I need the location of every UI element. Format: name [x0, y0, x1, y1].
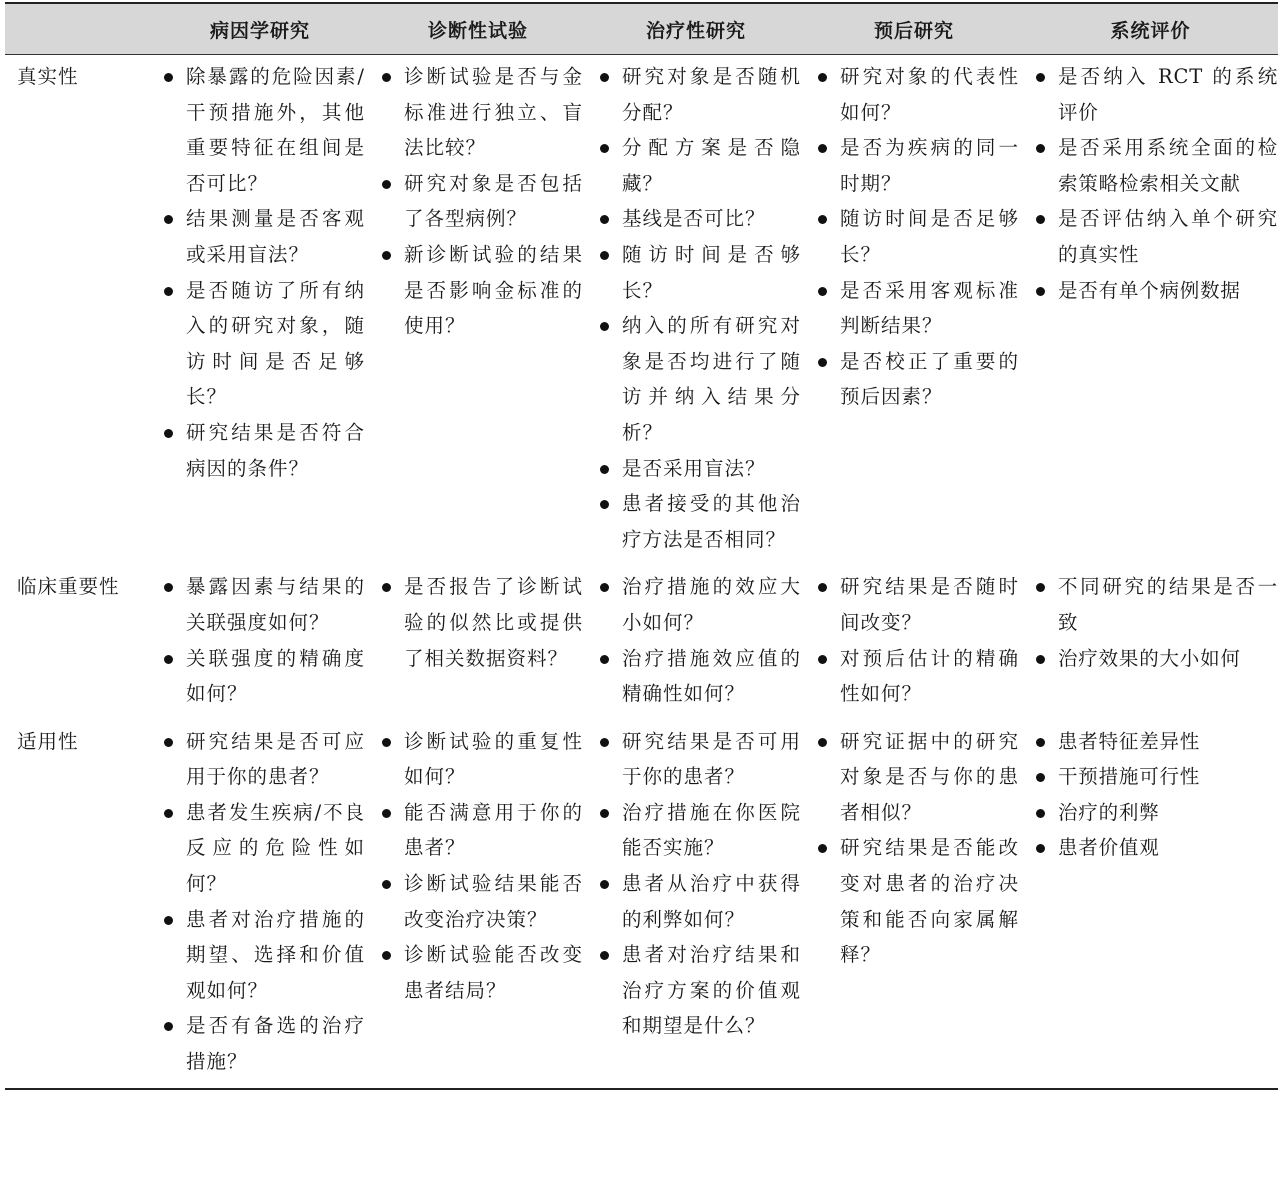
criteria-list: [151, 724, 369, 1080]
list-item-text: 除暴露的危险因素/干预措施外，其他重要特征在组间是否可比？: [186, 65, 365, 195]
list-item: [805, 273, 1023, 344]
list-item: [805, 641, 1023, 712]
bullet-icon: [600, 322, 609, 331]
list-item-text: 新诊断试验的结果是否影响金标准的使用？: [404, 242, 583, 338]
cell-prognosis: [805, 55, 1023, 566]
list-item-text: 研究结果是否可应用于你的患者？: [186, 729, 365, 789]
list-item: [1023, 830, 1278, 866]
bullet-icon: [382, 951, 391, 960]
list-item-text: 患者接受的其他治疗方法是否相同？: [622, 492, 801, 551]
list-item: [805, 569, 1023, 640]
bullet-icon: [818, 358, 827, 367]
list-item: [587, 641, 805, 712]
list-item: [587, 795, 805, 866]
cell-etiology: [151, 55, 369, 566]
list-item-text: 是否评估纳入单个研究的真实性: [1058, 207, 1278, 266]
bullet-icon: [164, 429, 173, 438]
bullet-icon: [818, 215, 827, 224]
list-item: [151, 1008, 369, 1079]
bullet-icon: [1036, 773, 1045, 782]
list-item: [587, 201, 805, 237]
criteria-list: [1023, 59, 1278, 308]
cell-therapy: [587, 55, 805, 566]
list-item: [369, 59, 587, 166]
bullet-icon: [164, 809, 173, 818]
bullet-icon: [164, 916, 173, 925]
criteria-list: [1023, 724, 1278, 866]
list-item: [369, 866, 587, 937]
list-item: [1023, 59, 1278, 130]
list-item-text: 患者对治疗结果和治疗方案的价值观和期望是什么？: [622, 943, 801, 1038]
criteria-list: [369, 569, 587, 676]
list-item-text: 患者价值观: [1058, 836, 1160, 860]
table-row-clinical-importance: [5, 565, 1278, 719]
bullet-icon: [1036, 215, 1045, 224]
list-item-text: 纳入的所有研究对象是否均进行了随访并纳入结果分析？: [622, 314, 801, 444]
bullet-icon: [164, 287, 173, 296]
list-item-text: 诊断试验的重复性如何？: [404, 729, 583, 789]
list-item-text: 分配方案是否隐藏？: [622, 136, 801, 195]
bullet-icon: [164, 655, 173, 664]
cell-systematic-review: [1023, 565, 1278, 719]
bullet-icon: [600, 655, 609, 664]
list-item: [805, 130, 1023, 201]
list-item-text: 研究结果是否能改变对患者的治疗决策和能否向家属解释？: [840, 836, 1019, 967]
list-item: [587, 130, 805, 201]
list-item: [1023, 201, 1278, 272]
bullet-icon: [382, 583, 391, 592]
list-item: [1023, 273, 1278, 309]
list-item-text: 患者发生疾病/不良反应的危险性如何？: [186, 800, 365, 896]
list-item: [1023, 569, 1278, 640]
list-item-text: 基线是否可比？: [622, 207, 766, 231]
list-item-text: 对预后估计的精确性如何？: [840, 646, 1019, 706]
cell-etiology: [151, 720, 369, 1089]
list-item-text: 是否采用系统全面的检索策略检索相关文献: [1058, 136, 1278, 195]
bullet-icon: [1036, 809, 1045, 818]
list-item-text: 暴露因素与结果的关联强度如何？: [186, 575, 365, 634]
list-item-text: 治疗效果的大小如何: [1058, 646, 1241, 670]
bullet-icon: [164, 215, 173, 224]
list-item-text: 研究结果是否可用于你的患者？: [622, 729, 801, 789]
list-item-text: 诊断试验是否与金标准进行独立、盲法比较？: [404, 65, 583, 160]
list-item: [369, 724, 587, 795]
table-row-validity: [5, 55, 1278, 566]
cell-therapy: [587, 720, 805, 1089]
list-item-text: 是否为疾病的同一时期？: [840, 136, 1019, 195]
list-item: [369, 795, 587, 866]
list-item: [369, 937, 587, 1008]
list-item-text: 随访时间是否够长？: [622, 242, 801, 302]
list-item-text: 是否报告了诊断试验的似然比或提供了相关数据资料？: [404, 575, 583, 670]
cell-therapy: [587, 565, 805, 719]
bullet-icon: [818, 583, 827, 592]
list-item-text: 是否采用客观标准判断结果？: [840, 278, 1019, 338]
list-item: [151, 569, 369, 640]
header-corner: [5, 3, 151, 55]
cell-diagnostic-test: [369, 565, 587, 719]
bullet-icon: [600, 465, 609, 474]
list-item-text: 随访时间是否足够长？: [840, 207, 1019, 266]
evidence-appraisal-table-container: [5, 2, 1278, 1090]
cell-prognosis: [805, 565, 1023, 719]
list-item-text: 研究对象是否随机分配？: [622, 65, 801, 124]
list-item: [1023, 795, 1278, 831]
list-item: [587, 724, 805, 795]
criteria-list: [805, 724, 1023, 973]
bullet-icon: [382, 738, 391, 747]
list-item: [587, 569, 805, 640]
list-item-text: 干预措施可行性: [1058, 765, 1201, 789]
bullet-icon: [600, 500, 609, 509]
bullet-icon: [164, 1022, 173, 1031]
list-item-text: 是否纳入 RCT 的系统评价: [1058, 65, 1278, 124]
list-item: [151, 641, 369, 712]
criteria-list: [805, 59, 1023, 415]
list-item-text: 是否校正了重要的预后因素？: [840, 349, 1019, 409]
header-therapy: 治疗性研究: [645, 19, 746, 42]
bullet-icon: [600, 880, 609, 889]
list-item-text: 研究对象的代表性如何？: [840, 65, 1019, 124]
list-item: [587, 59, 805, 130]
list-item-text: 能否满意用于你的患者？: [404, 800, 583, 860]
list-item: [151, 273, 369, 415]
row-label: 适用性: [17, 729, 79, 753]
bullet-icon: [818, 844, 827, 853]
list-item: [587, 237, 805, 308]
list-item-text: 诊断试验能否改变患者结局？: [404, 943, 583, 1002]
bullet-icon: [600, 73, 609, 82]
header-prognosis: 预后研究: [873, 19, 954, 42]
criteria-list: [151, 59, 369, 486]
criteria-list: [1023, 569, 1278, 676]
bullet-icon: [600, 809, 609, 818]
bullet-icon: [600, 251, 609, 260]
list-item-text: 治疗措施效应值的精确性如何？: [622, 646, 801, 706]
header-etiology: 病因学研究: [209, 19, 310, 42]
header-systematic-review: 系统评价: [1110, 19, 1191, 42]
bullet-icon: [382, 809, 391, 818]
bullet-icon: [164, 738, 173, 747]
bullet-icon: [600, 583, 609, 592]
list-item: [151, 902, 369, 1009]
cell-prognosis: [805, 720, 1023, 1089]
bullet-icon: [1036, 583, 1045, 592]
bullet-icon: [600, 738, 609, 747]
list-item-text: 治疗措施的效应大小如何？: [622, 575, 801, 634]
list-item: [587, 486, 805, 557]
list-item-text: 是否采用盲法？: [622, 456, 766, 480]
list-item: [369, 166, 587, 237]
list-item: [151, 59, 369, 201]
list-item-text: 不同研究的结果是否一致: [1058, 575, 1278, 634]
list-item: [369, 237, 587, 344]
list-item-text: 治疗措施在你医院能否实施？: [622, 800, 801, 860]
list-item-text: 是否有备选的治疗措施？: [186, 1014, 365, 1074]
bullet-icon: [818, 655, 827, 664]
cell-diagnostic-test: [369, 55, 587, 566]
list-item: [151, 724, 369, 795]
bullet-icon: [164, 583, 173, 592]
table-body: [5, 55, 1278, 1089]
bullet-icon: [600, 215, 609, 224]
list-item: [587, 866, 805, 937]
bullet-icon: [1036, 844, 1045, 853]
list-item-text: 诊断试验结果能否改变治疗决策？: [404, 872, 583, 931]
header-row: [5, 3, 1278, 55]
list-item-text: 研究对象是否包括了各型病例？: [404, 171, 583, 231]
bullet-icon: [1036, 287, 1045, 296]
list-item: [587, 937, 805, 1044]
bullet-icon: [818, 287, 827, 296]
criteria-list: [587, 59, 805, 557]
bullet-icon: [382, 180, 391, 189]
cell-systematic-review: [1023, 720, 1278, 1089]
list-item: [151, 795, 369, 902]
criteria-list: [369, 59, 587, 344]
row-label: 临床重要性: [17, 575, 120, 599]
list-item: [1023, 130, 1278, 201]
list-item-text: 研究证据中的研究对象是否与你的患者相似？: [840, 729, 1019, 824]
criteria-list: [587, 724, 805, 1044]
header-diagnostic-test: 诊断性试验: [427, 19, 528, 42]
list-item-text: 患者特征差异性: [1058, 729, 1201, 753]
list-item-text: 是否随访了所有纳入的研究对象，随访时间是否足够长？: [186, 278, 365, 409]
bullet-icon: [382, 880, 391, 889]
bullet-icon: [1036, 73, 1045, 82]
list-item-text: 患者从治疗中获得的利弊如何？: [622, 872, 801, 931]
list-item-text: 关联强度的精确度如何？: [186, 646, 365, 706]
list-item: [1023, 724, 1278, 760]
bullet-icon: [818, 144, 827, 153]
bullet-icon: [600, 144, 609, 153]
list-item: [805, 830, 1023, 972]
cell-systematic-review: [1023, 55, 1278, 566]
criteria-list: [587, 569, 805, 711]
table-header: [5, 3, 1278, 55]
evidence-appraisal-table: [5, 2, 1278, 1090]
list-item: [1023, 641, 1278, 677]
list-item: [805, 344, 1023, 415]
row-label: 真实性: [17, 65, 79, 88]
cell-diagnostic-test: [369, 720, 587, 1089]
list-item-text: 是否有单个病例数据: [1058, 278, 1241, 302]
bullet-icon: [818, 738, 827, 747]
list-item: [151, 201, 369, 272]
list-item: [805, 59, 1023, 130]
bullet-icon: [1036, 738, 1045, 747]
list-item: [369, 569, 587, 676]
list-item-text: 治疗的利弊: [1058, 800, 1160, 824]
criteria-list: [369, 724, 587, 1009]
bullet-icon: [1036, 144, 1045, 153]
criteria-list: [805, 569, 1023, 711]
bullet-icon: [382, 251, 391, 260]
table-row-applicability: [5, 720, 1278, 1089]
list-item-text: 研究结果是否随时间改变？: [840, 575, 1019, 634]
bullet-icon: [818, 73, 827, 82]
list-item: [587, 308, 805, 450]
list-item: [151, 415, 369, 486]
list-item: [805, 724, 1023, 831]
list-item: [1023, 759, 1278, 795]
list-item: [805, 201, 1023, 272]
list-item-text: 患者对治疗措施的期望、选择和价值观如何？: [186, 907, 365, 1002]
criteria-list: [151, 569, 369, 711]
bullet-icon: [1036, 655, 1045, 664]
bullet-icon: [164, 73, 173, 82]
bullet-icon: [382, 73, 391, 82]
list-item-text: 研究结果是否符合病因的条件？: [186, 420, 365, 480]
cell-etiology: [151, 565, 369, 719]
bullet-icon: [600, 951, 609, 960]
list-item: [587, 451, 805, 487]
list-item-text: 结果测量是否客观或采用盲法？: [186, 207, 365, 266]
